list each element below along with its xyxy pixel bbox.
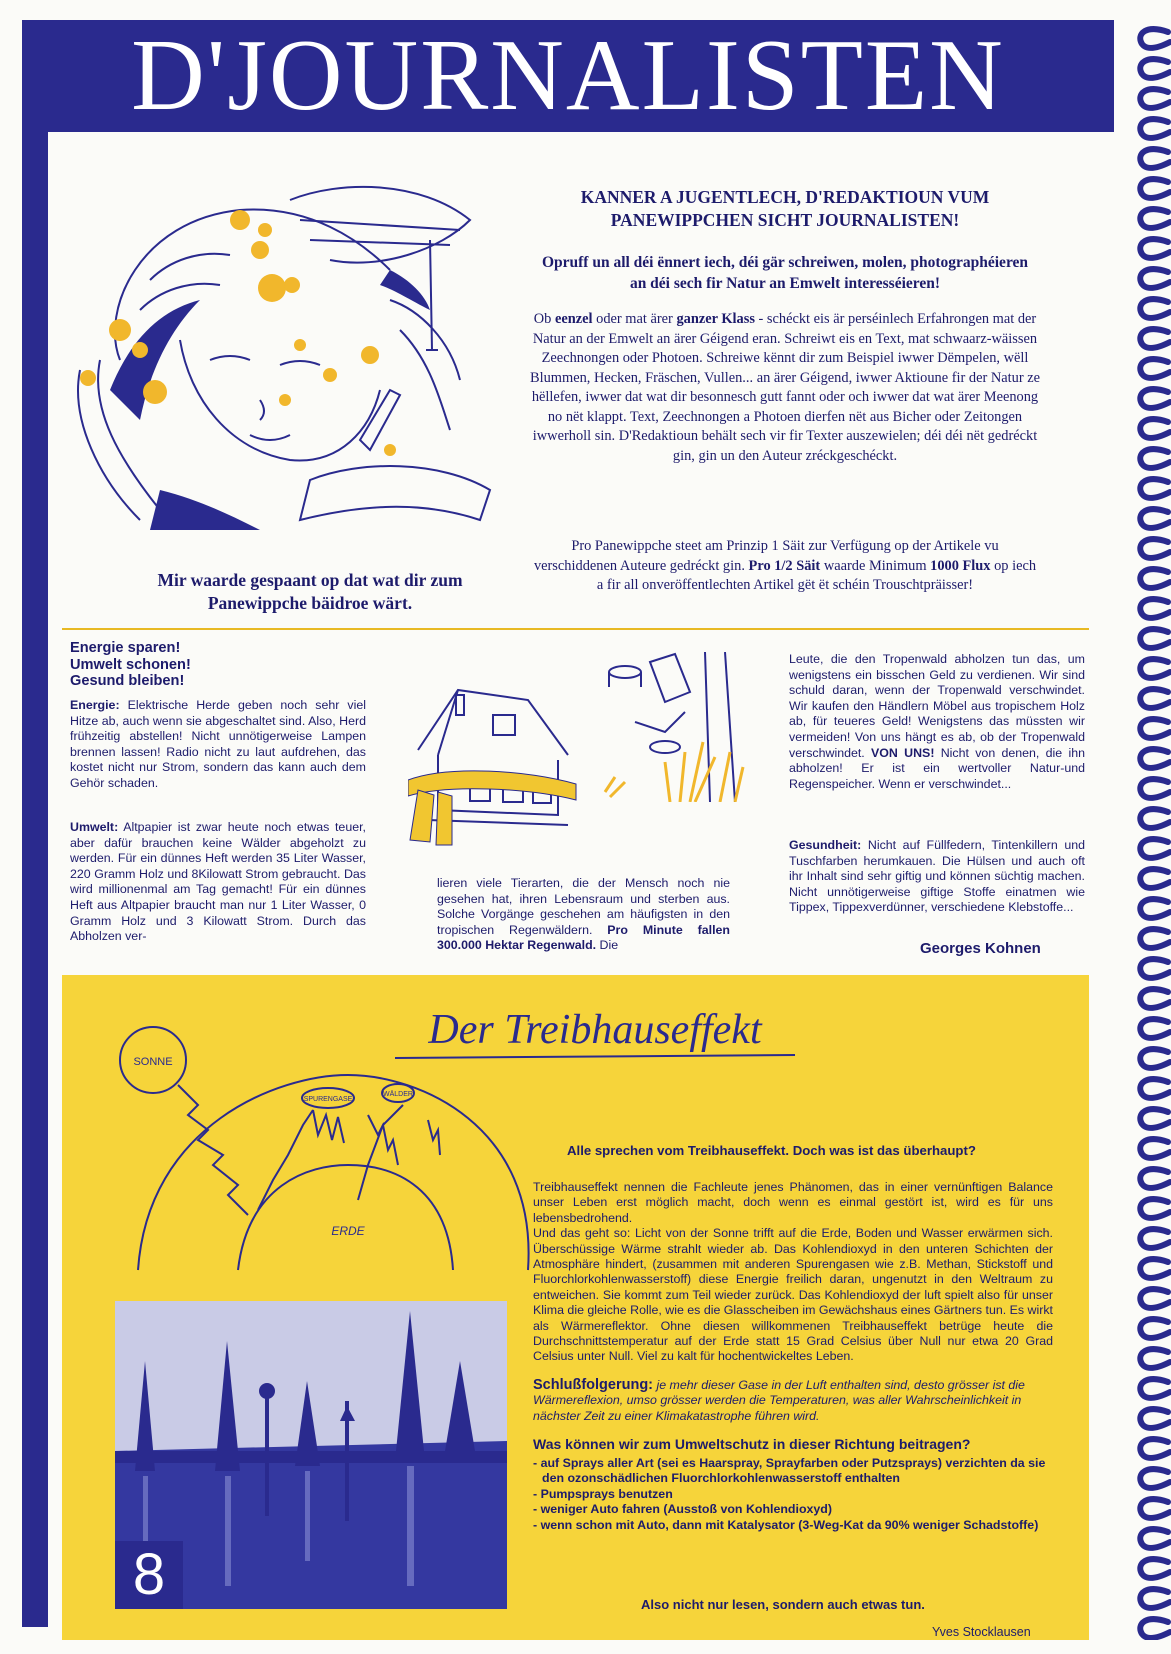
- spiral-coil: [1140, 779, 1170, 798]
- gesundheit-paragraph: Gesundheit: Nicht auf Füllfedern, Tintenkillern und Tuschfarben herumkauen. Die Hülsen und auch oft ihr Inhalt sind sehr giftig und können süchtig machen. Nicht unnötigerweise giftige Stoffe einatmen wie Tippex, Tippexverdünner, verschiedene Klebstoffe...: [789, 838, 1085, 915]
- list-item: - wenn schon mit Auto, dann mit Katalysator (3-Weg-Kat da 90% weniger Schadstoffe): [533, 1517, 1039, 1532]
- gas-label: SPURENGASE: [303, 1096, 353, 1103]
- spiral-coil: [1140, 449, 1170, 468]
- spiral-coil: [1140, 1109, 1170, 1128]
- callout-caption: Mir waarde gespaant op dat wat dir zum Panewippche bäidroe wärt.: [157, 570, 463, 613]
- spiral-coil: [1140, 659, 1170, 678]
- spiral-coil: [1140, 329, 1170, 348]
- closing-line: Also nicht nur lesen, sondern auch etwas tun.: [641, 1597, 925, 1612]
- masthead-title: D'JOURNALISTEN: [22, 20, 1114, 132]
- callout-heading: KANNER A JUGENTLECH, D'REDAKTIOUN VUM PANEWIPPCHEN SICHT JOURNALISTEN!: [580, 187, 990, 230]
- spiral-coil: [1140, 509, 1170, 528]
- spiral-binding-icon: [1132, 20, 1171, 1640]
- energy-heading: Energie sparen! Umwelt schonen! Gesund bleiben!: [70, 640, 191, 689]
- spiral-coil: [1140, 899, 1170, 918]
- tips-list: [533, 1456, 1058, 1533]
- spiral-coil: [1140, 989, 1170, 1008]
- spiral-coil: [1140, 1469, 1170, 1488]
- spiral-coil: [1140, 1349, 1170, 1368]
- spiral-coil: [1140, 179, 1170, 198]
- umwelt-paragraph: Umwelt: Altpapier ist zwar heute noch etwas teuer, aber dafür brauchen keine Wälder abgeholzt zu werden. Für ein dünnes Heft werden 35 Liter Wasser, 220 Gramm Holz und 8Kilowatt Strom gebraucht. Das wird millionenmal am Tag gemacht! Für ein dünnes Heft aus Altpapier braucht man nur 1 Liter Wasser, 0 Gramm Holz und 3 Kilowatt Strom. Durch das Abholzen ver-: [70, 820, 366, 944]
- spiral-coil: [1140, 1499, 1170, 1518]
- list-item: - Pumpsprays benutzen: [533, 1486, 673, 1501]
- spiral-coil: [1140, 1259, 1170, 1278]
- author-georges: Georges Kohnen: [920, 940, 1041, 957]
- spiral-coil: [1140, 1049, 1170, 1068]
- spiral-coil: [1140, 209, 1170, 228]
- girl-drawing-illustration: [60, 160, 510, 530]
- spiral-coil: [1140, 929, 1170, 948]
- spiral-coil: [1140, 1439, 1170, 1458]
- spiral-coil: [1140, 539, 1170, 558]
- spiral-coil: [1140, 749, 1170, 768]
- callout-body: Ob eenzel oder mat ärer ganzer Klass - schéckt eis är perséinlech Erfahrongen mat der Natur an der Emwelt an ärer Géigend eran. Schreiwt eis en Text, mat schwaarz-wäissen Zeechnongen oder Photoen. Schreiwe kënnt dir zum Beispiel iwwer Dëmpelen, wëll Blummen, Hecken, Fräschen, Vullen... an ärer Géigend, iwwer Aktioune fir der Natur ze hëllefen, iwwer dat wat dir besonnesch gutt fannt oder och iwwer dat wat ärer Meenong no nët klappt. Text, Zeechnongen a Photoen dierfen nët aus Bicher oder Zeitongen iwwerholl sin. D'Redaktioun behält sech vir fir Texter auszewielen; déi déi nët gedréckt gin, gin un den Auteur zréckgeschéckt.: [530, 311, 1040, 464]
- spiral-coil: [1140, 149, 1170, 168]
- spiral-coil: [1140, 479, 1170, 498]
- greenhouse-diagram: [108, 1015, 538, 1285]
- spiral-coil: [1140, 1199, 1170, 1218]
- spiral-coil: [1140, 239, 1170, 258]
- spiral-coil: [1140, 569, 1170, 588]
- spiral-coil: [1140, 1319, 1170, 1338]
- spiral-coil: [1140, 809, 1170, 828]
- left-margin-bar: [22, 132, 48, 1627]
- spiral-coil: [1140, 359, 1170, 378]
- tropenwald-paragraph: Leute, die den Tropenwald abholzen tun das, um wenigstens ein bisschen Geld zu verdienen. Wir sind schuld daran, wenn der Tropenwald verschwindet. Wir kaufen den Händlern Möbel aus tropischem Holz ab, für teueres Geld! Wenigstens das müssten wir vermeiden! Von uns hängt es ab, ob der Tropenwald verschwindet. VON UNS! Nicht von denen, die ihn abholzen! Er ist ein wertvoller Natur-und Regenspeicher. Wenn er verschwindet...: [789, 652, 1085, 791]
- spiral-coil: [1140, 1619, 1170, 1638]
- sun-label: SONNE: [133, 1056, 173, 1068]
- spiral-coil: [1140, 689, 1170, 708]
- earth-label: ERDE: [331, 1224, 365, 1238]
- page-number: 8: [115, 1541, 183, 1609]
- treibhaus-paragraph: Treibhauseffekt nennen die Fachleute jenes Phänomen, das in einer vernünftigen Balance unser Leben erst möglich macht, doch wenn es einmal gestört ist, wird es für uns lebensbedrohend. Und das geht so: Licht von der Sonne trifft auf die Erde, Boden und Wasser erwärmen sich. Überschüssige Wärme strahlt wieder ab. Das Kohlendioxyd in den unteren Schichten der Atmosphäre hindert, (zusammen mit anderen Spurengasen wie z.B. Methan, Stickstoff und Fluorchlorkohlenwasserstoff) diese Energie freilich daran, ungenutzt in den Weltraum zu entweichen. Sie kommt zum Teil wieder zurück. Das Kohlendioxyd der luft spielt also für unser Klima die gleiche Rolle, wie es die Glasscheiben im Gewächshaus eines Gärtners tun. Es wirkt als Wärmereflektor. Ohne diesen willkommenen Treibhauseffekt betrüge heute die Durchschnittstemperatur auf der Erde statt 15 Grad Celsius über Null nur etwa 20 Grad Celsius unter Null. Viel zu kalt für hochentwickeltes Leben.: [533, 1180, 1053, 1364]
- spiral-coil: [1140, 299, 1170, 318]
- spiral-coil: [1140, 839, 1170, 858]
- rainforest-paragraph: lieren viele Tierarten, die der Mensch noch nie gesehen hat, ihren Lebensraum und sterben aus. Solche Vorgänge geschehen am häufigsten in den tropischen Regenwäldern. Pro Minute fallen 300.000 Hektar Regenwald. Die: [437, 876, 731, 953]
- author-yves: Yves Stocklausen: [932, 1625, 1031, 1639]
- forest-illustration: [595, 652, 745, 802]
- spiral-coil: [1140, 1529, 1170, 1548]
- spiral-coil: [1140, 1379, 1170, 1398]
- list-item: - weniger Auto fahren (Ausstoß von Kohlendioxyd): [533, 1502, 832, 1517]
- spiral-coil: [1140, 1169, 1170, 1188]
- spiral-coil: [1140, 1409, 1170, 1428]
- treibhaus-title-text: Der Treibhauseffekt: [428, 1007, 762, 1053]
- spiral-coil: [1140, 869, 1170, 888]
- spiral-coil: [1140, 1079, 1170, 1098]
- spiral-coil: [1140, 959, 1170, 978]
- list-item: - auf Sprays aller Art (sei es Haarspray, Sprayfarben oder Putzsprays) verzichten da sie den ozonschädlichen Fluorchlorkohlenwasserstoff enthalten: [533, 1456, 1046, 1486]
- section-divider: [62, 628, 1089, 630]
- house-scarf-illustration: [408, 680, 580, 848]
- spiral-coil: [1140, 1229, 1170, 1248]
- was-heading: Was können wir zum Umweltschutz in dieser Richtung beitragen?: [533, 1436, 971, 1452]
- spiral-coil: [1140, 89, 1170, 108]
- spiral-coil: [1140, 1019, 1170, 1038]
- spiral-coil: [1140, 1139, 1170, 1158]
- spiral-coil: [1140, 599, 1170, 618]
- spiral-coil: [1140, 389, 1170, 408]
- spiral-coil: [1140, 419, 1170, 438]
- spiral-coil: [1140, 1559, 1170, 1578]
- spiral-coil: [1140, 29, 1170, 48]
- treibhaus-question: Alle sprechen vom Treibhauseffekt. Doch was ist das überhaupt?: [567, 1143, 976, 1158]
- spiral-coil: [1140, 719, 1170, 738]
- spiral-coil: [1140, 269, 1170, 288]
- callout-subheading: Opruff un all déi ënnert iech, déi gär schreiwen, molen, photographéieren an déi sech fir Natur an Emwelt interesséieren!: [541, 254, 1029, 292]
- schluss-paragraph: Schlußfolgerung: je mehr dieser Gase in der Luft enthalten sind, desto grösser ist die Wärmereflexion, umso grösser werden die Temperaturen, was aller Wahrscheinlichkeit in nächster Zeit zu einer Klimakatastrophe führen wird.: [533, 1377, 1025, 1423]
- energy-paragraph: Energie: Elektrische Herde geben noch sehr viel Hitze ab, auch wenn sie abgeschaltet sind. Also, Herd frühzeitig abstellen! Nicht unnötigerweise Lampen brennen lassen! Radio nicht zu laut aufdrehen, das kostet nicht nur Strom, sondern das kann auch dem Gehör schaden.: [70, 698, 366, 790]
- spiral-coil: [1140, 119, 1170, 138]
- forest-label: WÄLDER: [383, 1091, 413, 1098]
- callout-payment: Pro Panewippche steet am Prinzip 1 Säit zur Verfügung op der Artikele vu verschiddenen Auteure gedréckt gin. Pro 1/2 Säit waarde Minimum 1000 Flux op iech a fir all onveröffentlechten Artikel gët ët schéin Trouschtpräisser!: [533, 538, 1037, 593]
- spiral-coil: [1140, 1589, 1170, 1608]
- spiral-coil: [1140, 1289, 1170, 1308]
- spiral-coil: [1140, 629, 1170, 648]
- spiral-coil: [1140, 59, 1170, 78]
